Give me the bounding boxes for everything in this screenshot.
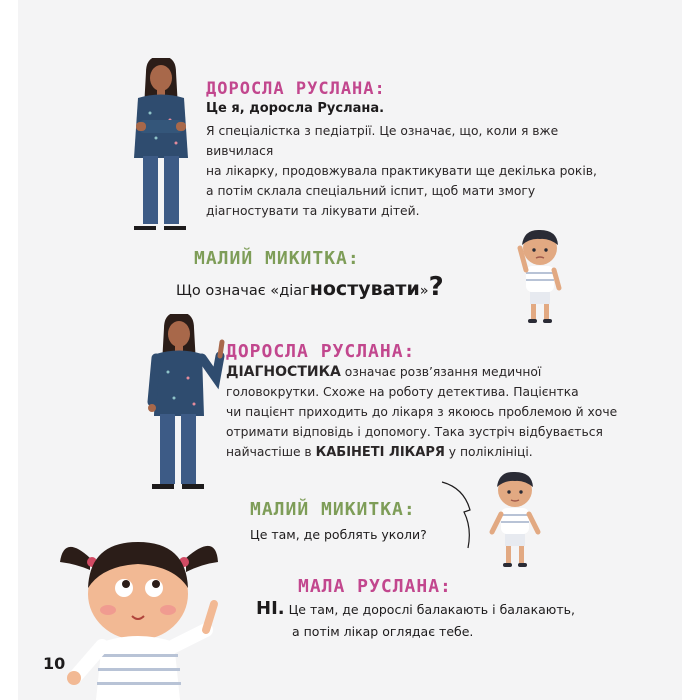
page-number: 10: [43, 654, 66, 673]
speech-bubble-tail: [440, 480, 480, 550]
question-line: [176, 272, 444, 302]
text-fragment: Це там, де дорослі балакають і балакають,: [284, 602, 575, 617]
text-line: на лікарку, продовжувала практикувати ще декілька років,: [206, 164, 597, 178]
question-word-emphasis: ностувати: [309, 278, 420, 300]
intro-line: Це я, доросла Руслана.: [206, 101, 385, 116]
exclaim-no: НІ.: [256, 598, 285, 619]
question-mark: ?: [428, 272, 444, 302]
question-suffix: »: [419, 283, 429, 299]
text-fragment: найчастіше в: [226, 445, 316, 459]
term-doctors-office: КАБІНЕТІ ЛІКАРЯ: [315, 445, 445, 460]
adult-ruslana-arms-crossed-illustration: [126, 58, 196, 230]
injections-question: Це там, де роблять уколи?: [250, 527, 427, 542]
speaker-adult-ruslana: ДОРОСЛА РУСЛАНА:: [206, 79, 386, 99]
text-line: головокрутки. Схоже на роботу детектива. Пацієнтка: [226, 385, 579, 399]
text-line: діагностувати та лікувати дітей.: [206, 204, 420, 218]
text-line: отримати відповідь і допомогу. Така зустріч відбувається: [226, 425, 603, 439]
question-prefix: Що означає «: [176, 283, 280, 299]
text-line: Я спеціалістка з педіатрії. Це означає, що, коли я вже вивчилася: [206, 124, 559, 158]
text-fragment: означає розв’язання медичної: [340, 365, 542, 379]
text-fragment: у поліклініці.: [444, 445, 533, 459]
question-word-part: діаг: [279, 283, 310, 299]
little-mykytka-thinking-illustration: [512, 228, 568, 326]
text-line: чи пацієнт приходить до лікаря з якоюсь проблемою й хоче: [226, 405, 618, 419]
speaker-little-ruslana: МАЛА РУСЛАНА:: [298, 576, 452, 597]
speaker-adult-ruslana-2: ДОРОСЛА РУСЛАНА:: [226, 341, 416, 362]
adult-ruslana-pointing-illustration: [146, 314, 230, 490]
doctor-office-answer: [256, 598, 575, 643]
little-ruslana-pointing-illustration: [56, 518, 236, 700]
diagnostics-paragraph: [226, 362, 646, 463]
specialist-paragraph: [206, 121, 626, 221]
text-line: [226, 362, 646, 382]
little-mykytka-standing-illustration: [486, 470, 544, 570]
speaker-little-mykytka: МАЛИЙ МИКИТКА:: [194, 248, 360, 269]
text-line: [256, 598, 575, 621]
speaker-little-mykytka-2: МАЛИЙ МИКИТКА:: [250, 499, 416, 520]
text-line: а потім лікар оглядає тебе.: [292, 624, 474, 639]
text-line: [226, 442, 646, 463]
text-line: а потім склала спеціальний іспит, щоб мати змогу: [206, 184, 536, 198]
term-diagnostics: ДІАГНОСТИКА: [226, 364, 341, 380]
book-page: [18, 0, 682, 700]
